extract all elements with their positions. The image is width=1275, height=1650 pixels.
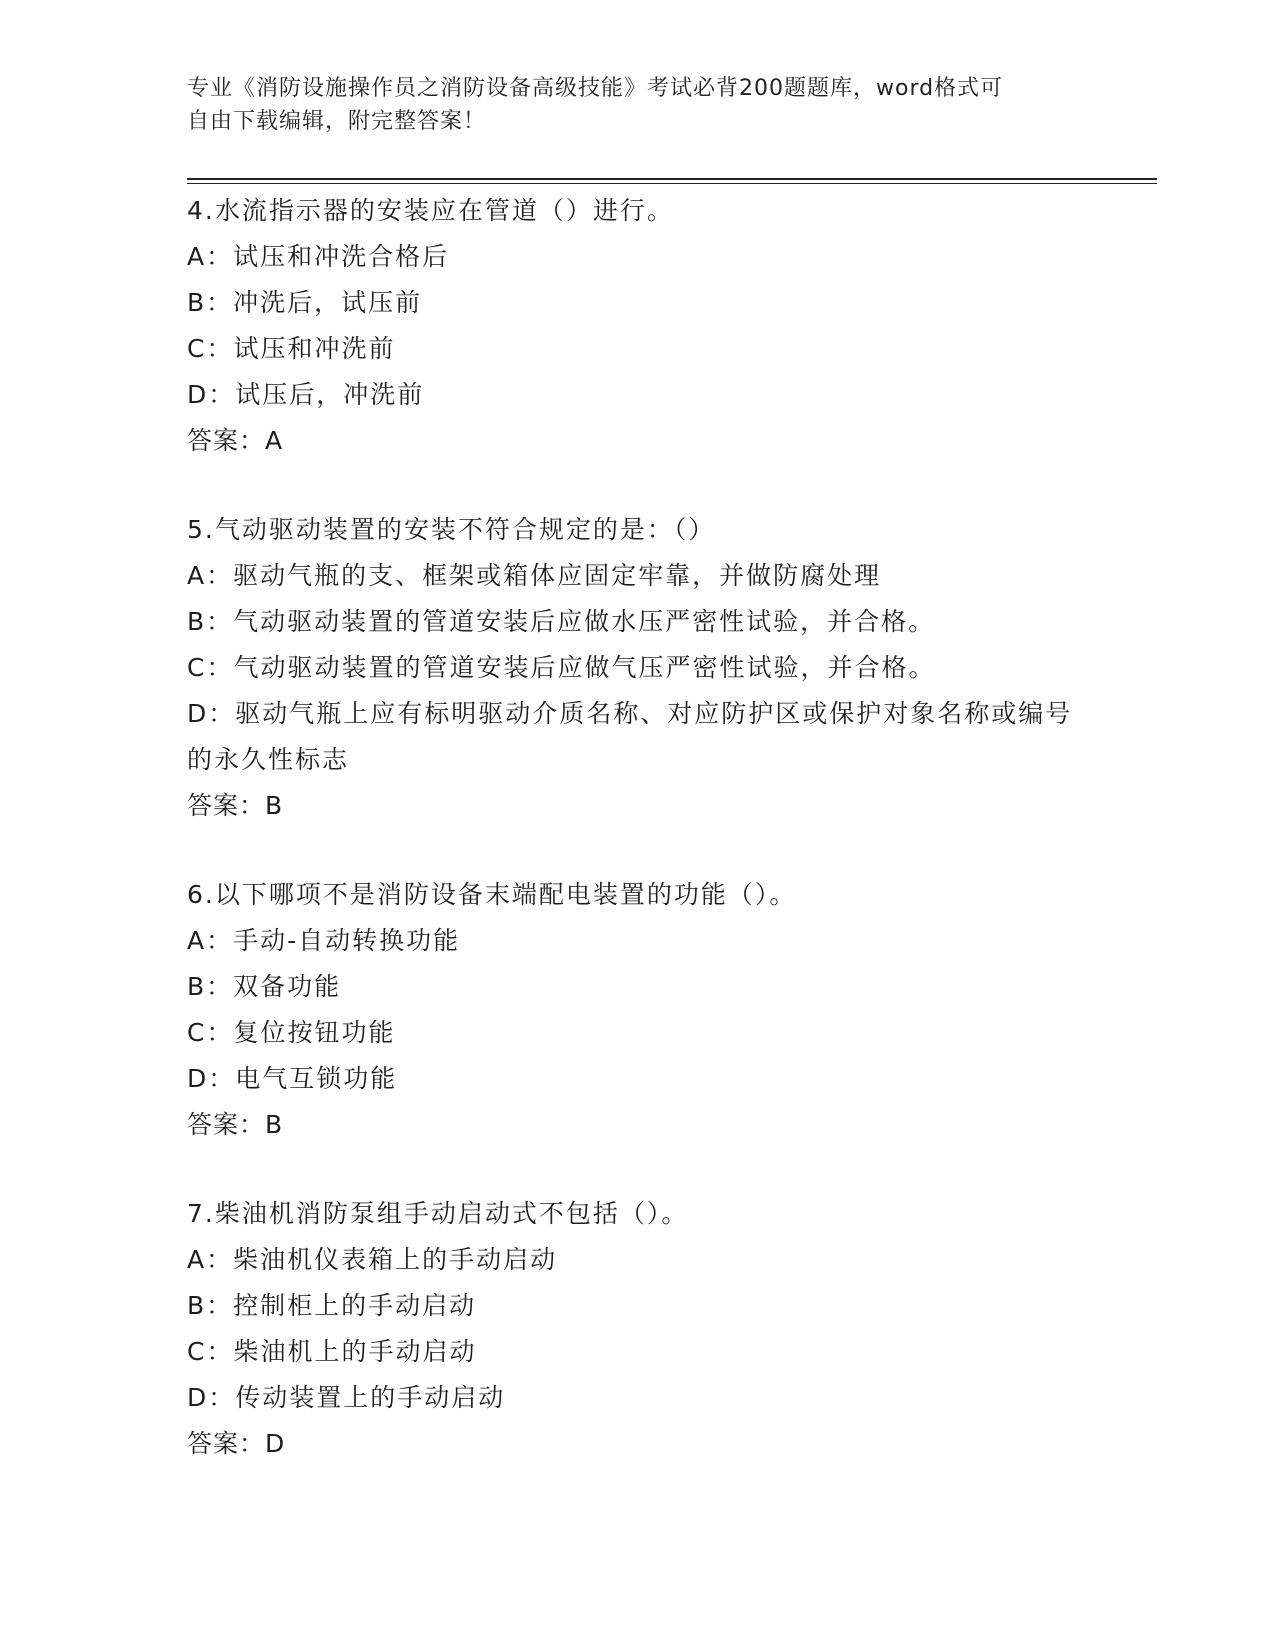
question-block bbox=[187, 872, 1127, 1148]
option-c: C：复位按钮功能 bbox=[187, 1018, 396, 1047]
question-list bbox=[187, 188, 1127, 1467]
option-b: B：冲洗后，试压前 bbox=[187, 288, 423, 317]
answer-text: 答案：D bbox=[187, 1429, 286, 1458]
spacer bbox=[187, 1148, 1127, 1191]
question-block bbox=[187, 1191, 1127, 1467]
answer-text: 答案：B bbox=[187, 1110, 284, 1139]
option-d: D：电气互锁功能 bbox=[187, 1064, 398, 1093]
option-b: B：双备功能 bbox=[187, 972, 342, 1001]
answer-text: 答案：A bbox=[187, 426, 284, 455]
header-divider-thin bbox=[187, 183, 1157, 184]
option-b: B：气动驱动装置的管道安装后应做水压严密性试验，并合格。 bbox=[187, 607, 936, 636]
option-c: C：柴油机上的手动启动 bbox=[187, 1337, 477, 1366]
question-stem: 5.气动驱动装置的安装不符合规定的是：（） bbox=[187, 515, 716, 544]
option-d: D：驱动气瓶上应有标明驱动介质名称、对应防护区或保护对象名称或编号的永久性标志 bbox=[187, 699, 1073, 774]
option-a: A：试压和冲洗合格后 bbox=[187, 242, 450, 271]
option-c: C：气动驱动装置的管道安装后应做气压严密性试验，并合格。 bbox=[187, 653, 936, 682]
option-a: A：驱动气瓶的支、框架或箱体应固定牢靠，并做防腐处理 bbox=[187, 561, 882, 590]
question-stem: 7.柴油机消防泵组手动启动式不包括（）。 bbox=[187, 1199, 689, 1228]
option-d: D：传动装置上的手动启动 bbox=[187, 1383, 506, 1412]
option-d: D：试压后，冲洗前 bbox=[187, 380, 425, 409]
option-a: A：手动-自动转换功能 bbox=[187, 926, 461, 955]
option-b: B：控制柜上的手动启动 bbox=[187, 1291, 477, 1320]
question-stem: 6.以下哪项不是消防设备末端配电装置的功能（）。 bbox=[187, 880, 797, 909]
spacer bbox=[187, 829, 1127, 872]
option-a: A：柴油机仪表箱上的手动启动 bbox=[187, 1245, 558, 1274]
header-title-line-1: 专业《消防设施操作员之消防设备高级技能》考试必背200题题库，word格式可 bbox=[187, 76, 1004, 101]
spacer bbox=[187, 464, 1127, 507]
answer-text: 答案：B bbox=[187, 791, 284, 820]
header-title-line-2: 自由下载编辑，附完整答案！ bbox=[187, 109, 487, 134]
question-block bbox=[187, 507, 1127, 829]
document-header bbox=[187, 72, 1087, 138]
header-divider-thick bbox=[187, 178, 1157, 180]
question-block bbox=[187, 188, 1127, 464]
option-c: C：试压和冲洗前 bbox=[187, 334, 396, 363]
question-stem: 4.水流指示器的安装应在管道（）进行。 bbox=[187, 196, 674, 225]
